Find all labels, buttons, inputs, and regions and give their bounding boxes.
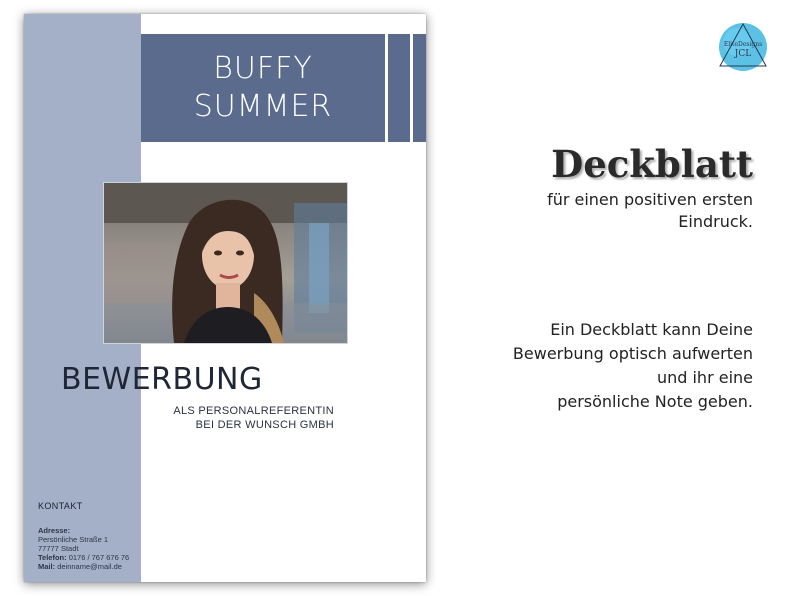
- name-last: SUMMER: [193, 89, 333, 124]
- description-line: Ein Deckblatt kann Deine: [550, 320, 753, 339]
- description-line: und ihr eine: [656, 368, 753, 387]
- portrait-photo: [103, 182, 348, 344]
- address-label: Adresse:: [38, 526, 71, 535]
- address-line: 77777 Stadt: [38, 544, 79, 553]
- document-subtitle-line: ALS PERSONALREFERENTIN: [173, 405, 334, 417]
- document-title: BEWERBUNG: [61, 362, 263, 397]
- cover-page-document: [24, 14, 426, 582]
- address-line: Persönliche Straße 1: [38, 535, 109, 544]
- tagline-line: für einen positiven ersten: [547, 190, 753, 209]
- name-header-box: [141, 34, 385, 142]
- decor-stripe: [388, 34, 410, 142]
- tagline-line: Eindruck.: [678, 212, 753, 231]
- document-subtitle-line: BEI DER WUNSCH GMBH: [195, 419, 334, 431]
- decor-stripe: [413, 34, 426, 142]
- description-line: persönliche Note geben.: [557, 392, 753, 411]
- description-line: Bewerbung optisch aufwerten: [512, 344, 753, 363]
- contact-heading: KONTAKT: [38, 501, 83, 511]
- logo-text: JCL: [734, 49, 752, 59]
- phone-line: Telefon: 0176 / 767 676 76: [38, 553, 130, 562]
- logo-text: EliteDesigns: [723, 41, 763, 48]
- name-first: BUFFY: [213, 51, 313, 86]
- headline: Deckblatt: [551, 142, 753, 186]
- mail-line: Mail: deinname@mail.de: [38, 562, 122, 571]
- brand-logo: [717, 20, 769, 74]
